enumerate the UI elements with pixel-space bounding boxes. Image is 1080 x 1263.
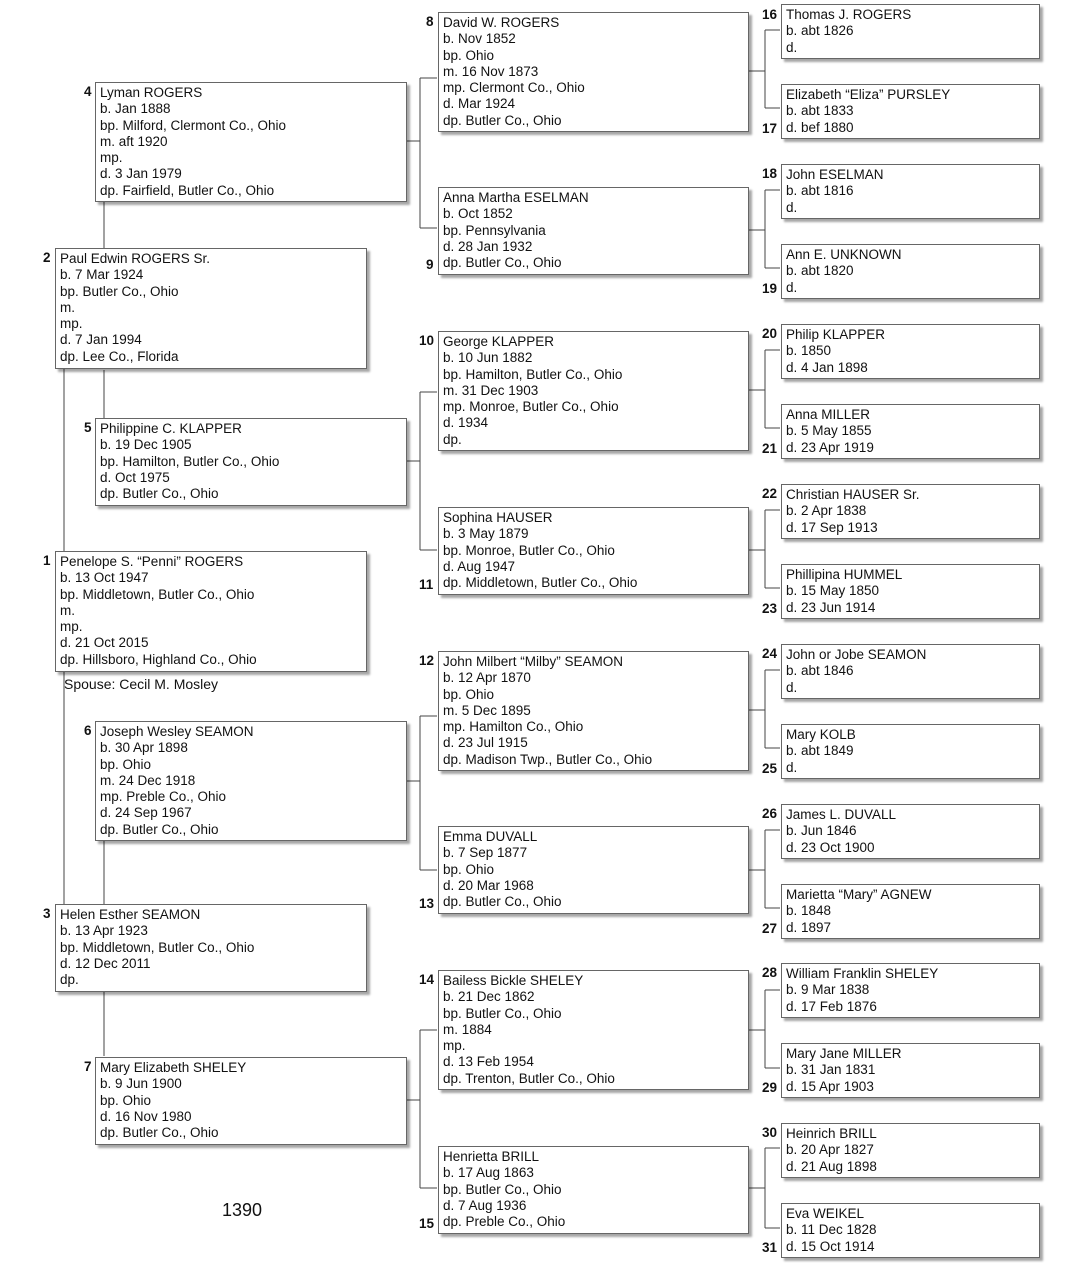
death-date: d. 15 Apr 1903	[786, 1078, 874, 1094]
ancestor-number: 21	[762, 441, 778, 456]
death-place: dp. Trenton, Butler Co., Ohio	[443, 1070, 615, 1086]
marriage-place: mp.	[100, 150, 123, 166]
spouse-label: Spouse: Cecil M. Mosley	[64, 676, 219, 692]
birth-date: b. 17 Aug 1863	[443, 1165, 534, 1181]
birth-date: b. abt 1820	[786, 263, 854, 279]
marriage-date: m.	[60, 299, 75, 315]
marriage-date: m. 31 Dec 1903	[443, 382, 539, 398]
ancestor-number: 11	[419, 577, 434, 592]
death-date: d. Oct 1975	[100, 469, 170, 485]
birth-date: b. Jan 1888	[100, 101, 171, 117]
ancestor-number: 23	[762, 601, 778, 616]
ancestor-number: 7	[84, 1059, 92, 1074]
birth-date: b. 7 Mar 1924	[60, 267, 144, 283]
ancestor-number: 30	[762, 1125, 778, 1140]
birth-place: bp. Milford, Clermont Co., Ohio	[100, 117, 287, 133]
ancestor-number: 16	[762, 7, 778, 22]
death-date: d. 21 Aug 1898	[786, 1158, 877, 1174]
person-box-23	[781, 564, 1040, 619]
birth-date: b. 20 Apr 1827	[786, 1142, 874, 1158]
person-box-16	[781, 4, 1040, 59]
person-name: Elizabeth “Eliza” PURSLEY	[786, 87, 951, 102]
ancestor-number: 28	[762, 965, 778, 980]
person-box-15	[438, 1146, 749, 1234]
birth-place: bp. Pennsylvania	[443, 222, 546, 238]
death-date: d. 28 Jan 1932	[443, 238, 533, 254]
marriage-place: mp.	[60, 316, 83, 332]
death-date: d. 1934	[443, 415, 489, 431]
marriage-date: m. 1884	[443, 1021, 492, 1037]
marriage-date: m.	[60, 602, 75, 618]
person-box-4	[95, 82, 407, 202]
birth-date: b. 9 Mar 1838	[786, 982, 870, 998]
person-box-17	[781, 84, 1040, 139]
death-date: d. 1897	[786, 919, 832, 935]
death-date: d. 3 Jan 1979	[100, 166, 182, 182]
death-place: dp. Butler Co., Ohio	[443, 894, 562, 910]
birth-date: b. 31 Jan 1831	[786, 1062, 876, 1078]
person-name: Sophina HAUSER	[443, 510, 553, 525]
birth-date: b. 10 Jun 1882	[443, 350, 533, 366]
birth-date: b. Oct 1852	[443, 206, 513, 222]
person-name: Heinrich BRILL	[786, 1126, 877, 1141]
death-date: d. 7 Jan 1994	[60, 332, 142, 348]
birth-date: b. 19 Dec 1905	[100, 437, 192, 453]
birth-place: bp. Butler Co., Ohio	[60, 283, 179, 299]
marriage-place: mp. Monroe, Butler Co., Ohio	[443, 399, 619, 415]
page-number: 1390	[222, 1200, 263, 1220]
death-date: d. 4 Jan 1898	[786, 359, 868, 375]
person-box-30	[781, 1123, 1040, 1178]
death-date: d.	[786, 199, 798, 215]
ancestor-number: 14	[419, 972, 435, 987]
birth-date: b. abt 1833	[786, 103, 854, 119]
birth-place: bp. Ohio	[443, 686, 495, 702]
birth-date: b. 30 Apr 1898	[100, 740, 188, 756]
ancestor-number: 20	[762, 326, 778, 341]
death-place: dp. Middletown, Butler Co., Ohio	[443, 575, 638, 591]
ancestor-number: 19	[762, 281, 778, 296]
marriage-date: m. aft 1920	[100, 133, 168, 149]
ancestor-number: 6	[84, 723, 92, 738]
death-place: dp. Butler Co., Ohio	[443, 255, 562, 271]
marriage-date: m. 16 Nov 1873	[443, 63, 539, 79]
death-place: dp. Fairfield, Butler Co., Ohio	[100, 182, 275, 198]
person-name: Philippine C. KLAPPER	[100, 421, 242, 436]
death-date: d. 23 Jul 1915	[443, 735, 528, 751]
marriage-place: mp. Preble Co., Ohio	[100, 789, 227, 805]
birth-place: bp. Ohio	[443, 47, 495, 63]
death-date: d.	[786, 279, 798, 295]
ancestor-number: 22	[762, 486, 778, 501]
death-date: d. 17 Feb 1876	[786, 998, 877, 1014]
birth-place: bp. Hamilton, Butler Co., Ohio	[100, 453, 280, 469]
death-date: d. 20 Mar 1968	[443, 877, 534, 893]
death-date: d. 12 Dec 2011	[60, 955, 151, 971]
death-date: d.	[786, 679, 798, 695]
person-name: Henrietta BRILL	[443, 1149, 540, 1164]
birth-date: b. 1850	[786, 343, 832, 359]
ancestor-number: 31	[762, 1240, 778, 1255]
death-place: dp.	[60, 972, 79, 988]
person-name: Phillipina HUMMEL	[786, 567, 903, 582]
birth-date: b. 11 Dec 1828	[786, 1222, 877, 1238]
death-date: d. 21 Oct 2015	[60, 635, 149, 651]
ancestor-number: 4	[84, 84, 92, 99]
marriage-date: m. 5 Dec 1895	[443, 702, 531, 718]
person-name: Mary Elizabeth SHELEY	[100, 1060, 247, 1075]
person-box-13	[438, 826, 749, 914]
birth-date: b. abt 1846	[786, 663, 854, 679]
person-name: George KLAPPER	[443, 334, 555, 349]
birth-date: b. 12 Apr 1870	[443, 670, 531, 686]
ancestor-number: 29	[762, 1080, 778, 1095]
ancestor-number: 24	[762, 646, 778, 661]
birth-date: b. Jun 1846	[786, 823, 857, 839]
birth-date: b. abt 1849	[786, 743, 854, 759]
person-name: Mary KOLB	[786, 727, 856, 742]
ancestor-number: 26	[762, 806, 778, 821]
person-box-10	[438, 331, 749, 451]
ancestor-number: 8	[426, 14, 434, 29]
person-box-21	[781, 404, 1040, 459]
person-name: Emma DUVALL	[443, 829, 538, 844]
death-place: dp. Butler Co., Ohio	[100, 821, 219, 837]
person-box-6	[95, 721, 407, 841]
person-name: David W. ROGERS	[443, 15, 560, 30]
birth-place: bp. Butler Co., Ohio	[443, 1181, 562, 1197]
person-name: Philip KLAPPER	[786, 327, 886, 342]
death-place: dp. Butler Co., Ohio	[443, 112, 562, 128]
birth-date: b. 9 Jun 1900	[100, 1076, 182, 1092]
person-name: John Milbert “Milby” SEAMON	[443, 654, 624, 669]
person-box-1	[55, 551, 367, 672]
ancestor-number: 17	[762, 121, 778, 136]
person-box-11	[438, 507, 749, 595]
birth-date: b. 21 Dec 1862	[443, 989, 535, 1005]
death-date: d. Mar 1924	[443, 96, 516, 112]
birth-place: bp. Hamilton, Butler Co., Ohio	[443, 366, 623, 382]
person-box-26	[781, 804, 1040, 859]
person-name: Thomas J. ROGERS	[786, 7, 912, 22]
ancestor-number: 10	[419, 333, 435, 348]
birth-place: bp. Middletown, Butler Co., Ohio	[60, 586, 255, 602]
birth-place: bp. Ohio	[443, 861, 495, 877]
person-name: Ann E. UNKNOWN	[786, 247, 902, 262]
ancestor-number: 25	[762, 761, 778, 776]
person-name: Christian HAUSER Sr.	[786, 487, 920, 502]
person-name: Bailess Bickle SHELEY	[443, 973, 584, 988]
death-place: dp. Butler Co., Ohio	[100, 1125, 219, 1141]
marriage-place: mp. Clermont Co., Ohio	[443, 80, 585, 96]
ancestor-number: 1	[43, 553, 51, 568]
birth-place: bp. Ohio	[100, 1092, 152, 1108]
person-name: Marietta “Mary” AGNEW	[786, 887, 932, 902]
birth-date: b. abt 1826	[786, 23, 854, 39]
ancestor-number: 15	[419, 1216, 435, 1231]
marriage-place: mp. Hamilton Co., Ohio	[443, 719, 584, 735]
person-name: Mary Jane MILLER	[786, 1046, 902, 1061]
person-box-7	[95, 1057, 407, 1145]
death-place: dp. Preble Co., Ohio	[443, 1214, 566, 1230]
person-name: Eva WEIKEL	[786, 1206, 865, 1221]
person-box-27	[781, 884, 1040, 939]
person-name: William Franklin SHELEY	[786, 966, 939, 981]
marriage-place: mp.	[60, 619, 83, 635]
person-box-28	[781, 963, 1040, 1018]
birth-date: b. Nov 1852	[443, 31, 516, 47]
ancestor-number: 2	[43, 250, 51, 265]
person-box-14	[438, 970, 749, 1090]
birth-date: b. abt 1816	[786, 183, 854, 199]
death-date: d. bef 1880	[786, 119, 854, 135]
person-name: Lyman ROGERS	[100, 85, 203, 100]
person-box-29	[781, 1043, 1040, 1098]
birth-place: bp. Middletown, Butler Co., Ohio	[60, 939, 255, 955]
person-box-8	[438, 12, 749, 132]
person-name: John ESELMAN	[786, 167, 884, 182]
person-box-3	[55, 904, 367, 992]
death-place: dp. Lee Co., Florida	[60, 348, 179, 364]
marriage-date: m. 24 Dec 1918	[100, 772, 196, 788]
ancestor-number: 27	[762, 921, 778, 936]
death-place: dp. Madison Twp., Butler Co., Ohio	[443, 751, 653, 767]
birth-date: b. 1848	[786, 903, 832, 919]
death-place: dp.	[443, 431, 462, 447]
death-date: d. Aug 1947	[443, 558, 516, 574]
person-box-20	[781, 324, 1040, 379]
birth-date: b. 7 Sep 1877	[443, 845, 528, 861]
death-place: dp. Hillsboro, Highland Co., Ohio	[60, 651, 257, 667]
death-date: d. 7 Aug 1936	[443, 1197, 527, 1213]
birth-date: b. 13 Oct 1947	[60, 570, 149, 586]
person-box-24	[781, 644, 1040, 699]
death-date: d. 24 Sep 1967	[100, 805, 192, 821]
person-name: Anna MILLER	[786, 407, 871, 422]
person-name: James L. DUVALL	[786, 807, 897, 822]
person-box-18	[781, 164, 1040, 219]
death-date: d. 23 Jun 1914	[786, 599, 876, 615]
person-name: Paul Edwin ROGERS Sr.	[60, 251, 211, 266]
person-name: Penelope S. “Penni” ROGERS	[60, 554, 244, 569]
person-name: Helen Esther SEAMON	[60, 907, 201, 922]
person-box-2	[55, 248, 367, 369]
ancestor-number: 5	[84, 420, 92, 435]
death-place: dp. Butler Co., Ohio	[100, 486, 219, 502]
person-box-9	[438, 187, 749, 275]
birth-place: bp. Butler Co., Ohio	[443, 1005, 562, 1021]
ancestor-number: 3	[43, 906, 51, 921]
birth-date: b. 15 May 1850	[786, 583, 880, 599]
person-box-19	[781, 244, 1040, 299]
person-box-5	[95, 418, 407, 506]
person-name: Joseph Wesley SEAMON	[100, 724, 254, 739]
person-box-22	[781, 484, 1040, 539]
marriage-place: mp.	[443, 1038, 466, 1054]
person-box-31	[781, 1203, 1040, 1258]
death-date: d.	[786, 759, 798, 775]
birth-date: b. 5 May 1855	[786, 423, 872, 439]
death-date: d. 16 Nov 1980	[100, 1108, 192, 1124]
person-name: Anna Martha ESELMAN	[443, 190, 589, 205]
death-date: d. 23 Apr 1919	[786, 439, 874, 455]
death-date: d.	[786, 39, 798, 55]
person-box-25	[781, 724, 1040, 779]
death-date: d. 17 Sep 1913	[786, 519, 878, 535]
ancestor-number: 13	[419, 896, 435, 911]
person-name: John or Jobe SEAMON	[786, 647, 927, 662]
birth-place: bp. Ohio	[100, 756, 152, 772]
birth-date: b. 13 Apr 1923	[60, 923, 148, 939]
death-date: d. 15 Oct 1914	[786, 1238, 875, 1254]
ancestor-number: 12	[419, 653, 435, 668]
death-date: d. 13 Feb 1954	[443, 1054, 534, 1070]
death-date: d. 23 Oct 1900	[786, 839, 875, 855]
birth-date: b. 3 May 1879	[443, 526, 529, 542]
ancestor-number: 9	[426, 257, 434, 272]
ancestor-number: 18	[762, 166, 778, 181]
birth-date: b. 2 Apr 1838	[786, 503, 867, 519]
birth-place: bp. Monroe, Butler Co., Ohio	[443, 542, 615, 558]
person-box-12	[438, 651, 749, 771]
